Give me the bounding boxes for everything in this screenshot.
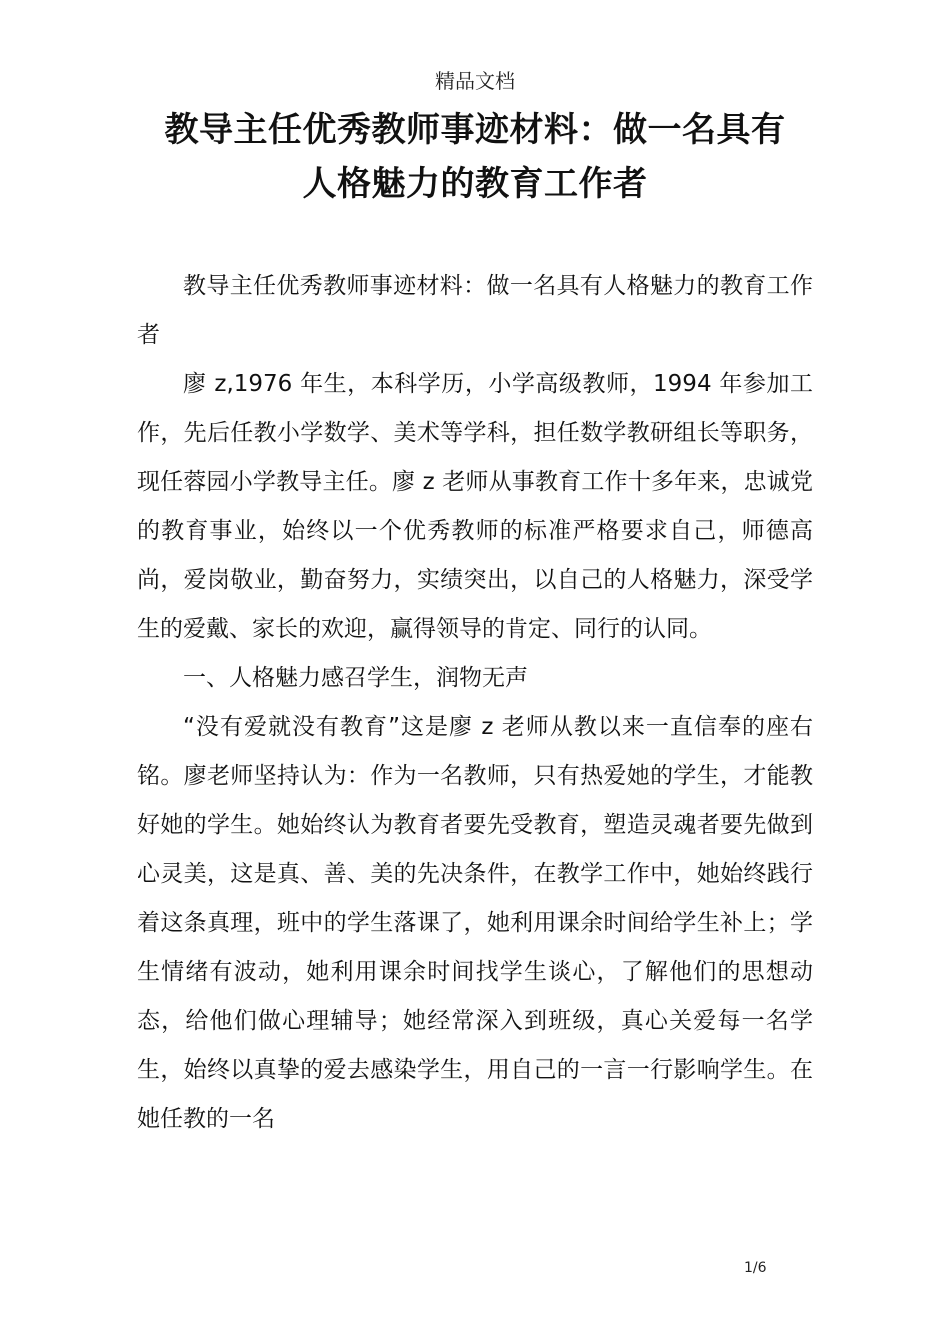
page-number: 1/6 (744, 1260, 767, 1276)
section-paragraph: “没有爱就没有教育”这是廖 z 老师从教以来一直信奉的座右铭。廖老师坚持认为：作为一名教师，只有热爱她的学生，才能教好她的学生。她始终认为教育者要先受教育，塑造灵魂者要先做到心灵美，这是真、善、美的先决条件，在教学工作中，她始终践行着这条真理，班中的学生落课了，她利用课余时间给学生补上；学生情绪有波动，她利用课余时间找学生谈心，了解他们的思想动态，给他们做心理辅导；她经常深入到班级，真心关爱每一名学生，始终以真挚的爱去感染学生，用自己的一言一行影响学生。在她任教的一名 (137, 714, 813, 1132)
section-heading: 一、人格魅力感召学生，润物无声 (183, 665, 528, 691)
document-body (137, 262, 813, 1144)
title-line-1: 教导主任优秀教师事迹材料：做一名具有 (164, 110, 786, 150)
document-title (120, 103, 830, 211)
intro-paragraph: 教导主任优秀教师事迹材料：做一名具有人格魅力的教育工作者 (137, 273, 813, 348)
document-header: 精品文档 (435, 69, 515, 93)
title-line-2: 人格魅力的教育工作者 (302, 164, 648, 204)
profile-paragraph: 廖 z,1976 年生，本科学历，小学高级教师，1994 年参加工作，先后任教小学数学、美术等学科，担任数学教研组长等职务，现任蓉园小学教导主任。廖 z 老师从事教育工作十多年来，忠诚党的教育事业，始终以一个优秀教师的标准严格要求自己，师德高尚，爱岗敬业，勤奋努力，实绩突出，以自己的人格魅力，深受学生的爱戴、家长的欢迎，赢得领导的肯定、同行的认同。 (137, 371, 813, 642)
